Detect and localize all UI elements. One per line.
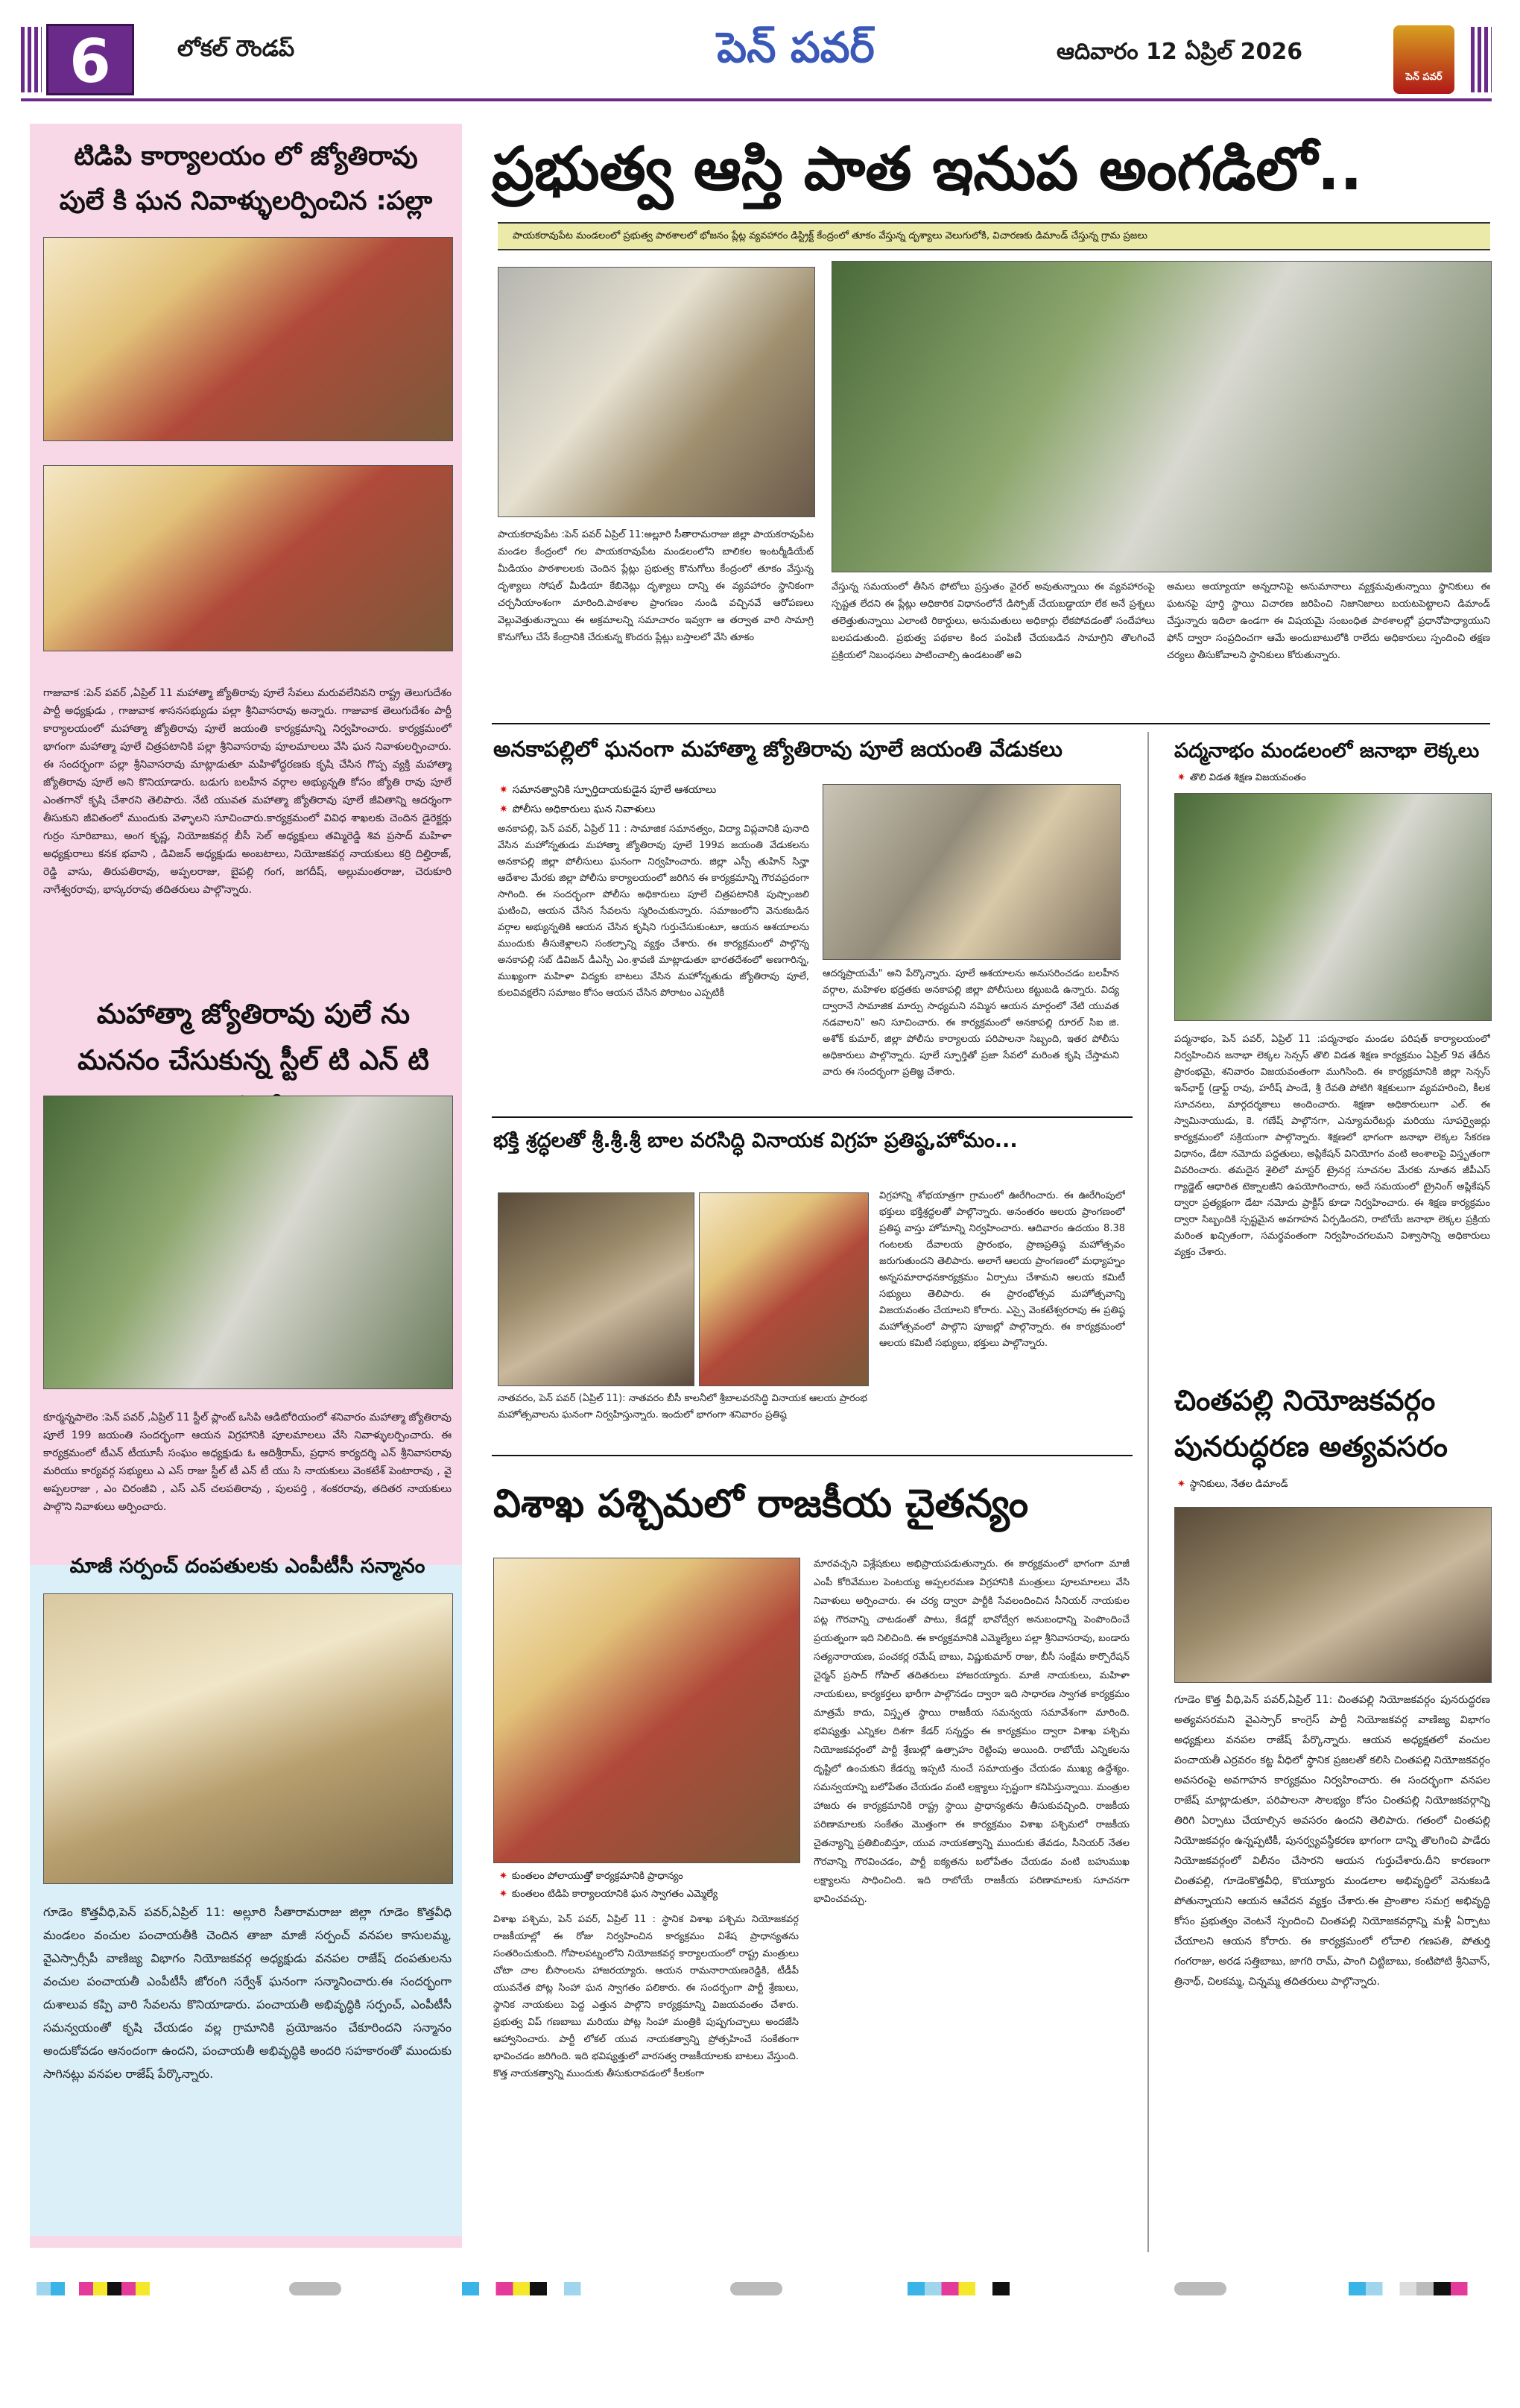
vinayaka-body-1: నాతవరం, పెన్ పవర్ (ఏప్రిల్ 11): నాతవరం బీసీ కాలనీలో శ్రీబాలవరసిద్ధి వినాయక ఆలయ ప్రారంభ మహోత్సవాలను ఘనంగా నిర్వహిస్తున్నారు. ఇందులో భాగంగా శనివారం ప్రతిష్ఠ — [498, 1393, 867, 1421]
vinayaka-photo-1 — [498, 1192, 694, 1386]
vinayaka-body-2: విగ్రహాన్ని శోభయాత్రగా గ్రామంలో ఊరేగించారు. ఈ ఊరేగింపులో భక్తులు భక్తిశ్రద్ధలతో పాల్గొన్నారు. అనంతరం ఆలయ ప్రాంగణంలో ప్రతిష్ఠ వాస్తు హోమాన్ని నిర్వహించారు. ఆదివారం ఉదయం 8.38 గంటలకు దేవాలయ ప్రారంభం, ప్రాణప్రతిష్ఠ మహోత్సవం జరుగుతుందని తెలిపారు. అలాగే ఆలయ ప్రాంగణంలో మధ్యాహ్నం అన్నసమారాధనకార్యక్రమం ఏర్పాటు చేశామని ఆలయ కమిటీ సభ్యులు తెలిపారు. ఈ ప్రారంభోత్సవ మహోత్సవాన్ని విజయవంతం చేయాలని కోరారు. ఎస్సై వెంకటేశ్వరరావు ఈ ప్రతిష్ఠ మహోత్సవంలో పాల్గొని పూజల్లో పాల్గొన్నారు. ఈ కార్యక్రమంలో ఆలయ కమిటీ సభ్యులు, భక్తులు పాల్గొన్నారు. — [879, 1190, 1125, 1349]
visakha-headline: విశాఖ పశ్చిమలో రాజకీయ చైతన్యం — [493, 1482, 1029, 1526]
visakha-body-1: విశాఖ పశ్చిమ, పెన్ పవర్, ఏప్రిల్ 11 : స్థానిక విశాఖ పశ్చిమ నియోజకవర్గ రాజకీయాల్లో ఈ రోజు నిర్వహించిన కార్యక్రమం విశేష ప్రాధాన్యతను సంతరించుకుంది. గోపాలపట్నంలోని నియోజకవర్గ కార్యాలయంలో రాష్ట్ర మంత్రులు చోటా చాల బీసాంలను హాజరయ్యారు. ఆయన రామనారాయణరెడ్డికి, టీడీపీ యువనేత పోట్ల సింహా ఘన స్వాగతం పలికారు. ఈ సందర్భంగా పార్టీ శ్రేణులు, స్థానిక నాయకులు పెద్ద ఎత్తున పాల్గొని కార్యక్రమాన్ని విజయవంతం చేశారు. ప్రభుత్వ విప్ గణబాబు మరియు పోట్ల సింహా మంత్రికి పుష్పగుచ్ఛాలు అందజేసి ఆహ్వానించారు. పార్టీ లోకల్ యువ నాయకత్వాన్ని ప్రోత్సహించే సంకేతంగా భావించడం జరిగింది. ఇది భవిష్యత్తులో వారసత్వ రాజకీయాలకు బాటలు వేస్తుంది. కొత్త నాయకత్వాన్ని ముందుకు తీసుకురావడంలో కీలకంగా — [493, 1914, 799, 2079]
main-headline: ప్రభుత్వ ఆస్తి పాత ఇనుప అంగడిలో.. — [492, 134, 1363, 203]
visakha-bullet-1: ✷ కుంతలం పోలాయుత్తో కార్యక్రమానికి ప్రాధాన్యం — [499, 1871, 683, 1882]
padmanabham-headline: పద్మనాభం మండలంలో జనాభా లెక్కలు — [1174, 739, 1480, 762]
anakapalli-bullet-1: ✷ సమానత్వానికి స్ఫూర్తిదాయకుడైన పూలే ఆశయాలు — [499, 784, 717, 796]
anakapalli-headline: అనకాపల్లిలో ఘనంగా మహాత్మా జ్యోతిరావు పూలే జయంతి వేడుకలు — [493, 736, 1063, 762]
chintapalli-photo — [1174, 1507, 1492, 1683]
color-bar-2 — [462, 2282, 604, 2295]
visakha-body-2: మారవచ్చని విశ్లేషకులు అభిప్రాయపడుతున్నారు. ఈ కార్యక్రమంలో భాగంగా మాజీ ఎంపీ కోరివేముల పెంటయ్య అప్పలరమణ విగ్రహానికి మంత్రులు పూలమాలలు వేసి నివాళులు అర్పించారు. ఈ చర్య ద్వారా పార్టీకి సేవలందించిన సీనియర్ నాయకుల పట్ల గౌరవాన్ని చాటడంతో పాటు, కేడర్లో భావోద్వేగ అనుబంధాన్ని పెంపొందించే ప్రయత్నంగా ఇది నిలిచింది. ఈ కార్యక్రమానికి ఎమ్మెల్యేలు పల్లా శ్రీనివాసరావు, బండారు సత్యనారాయణ, పంచకర్ల రమేష్ బాబు, విష్ణుకుమార్ రాజు, బీసీ సంక్షేమ కార్పొరేషన్ చైర్మన్ ప్రసాద్ గోపాల్ తదితరులు హాజరయ్యారు. మాజీ నాయకులు, మహిళా నాయకులు, కార్యకర్తలు భారీగా పాల్గొనడం ద్వారా ఇది సాధారణ స్వాగత కార్యక్రమం మాత్రమే కాదు, విస్తృత స్థాయి రాజకీయ సమన్వయ సమావేశంగా మారింది. భవిష్యత్తు ఎన్నికల దిశగా కేడర్ సన్నద్ధం ఈ కార్యక్రమం ద్వారా విశాఖ పశ్చిమ నియోజకవర్గంలో పార్టీ శ్రేణుల్లో ఉత్సాహం రెట్టింపు అయింది. రాబోయే ఎన్నికలను దృష్టిలో ఉంచుకుని కేడర్ను ఇప్పటి నుంచే సమాయత్తం చేయడం ముఖ్య ఉద్దేశ్యం. సమన్వయాన్ని బలోపేతం చేయడం వంటి లక్ష్యాలు స్పష్టంగా కనిపిస్తున్నాయి. మంత్రుల హాజరు ఈ కార్యక్రమానికి రాష్ట్ర స్థాయి ప్రాధాన్యతను తీసుకువచ్చింది. రాజకీయ పరిణామాలకు సంకేతం మొత్తంగా ఈ కార్యక్రమం విశాఖ పశ్చిమలో రాజకీయ చైతన్యాన్ని ప్రతిబింబిస్తూ, యువ నాయకత్వాన్ని ముందుకు తేవడం, సీనియర్ నేతల గౌరవాన్ని గౌరవించడం, పార్టీ ఐక్యతను బలోపేతం చేయడం వంటి బహుముఖ లక్ష్యాలను సాధించింది. ఇది రాబోయే రాజకీయ పరిణామాలకు సూచనగా భావించవచ్చు. — [814, 1558, 1130, 1905]
padmanabham-body: పద్మనాభం, పెన్ పవర్, ఏప్రిల్ 11 :పద్మనాభం మండల పరిషత్ కార్యాలయంలో నిర్వహించిన జనాభా లెక్కల సెన్సస్ తొలి విడత శిక్షణ కార్యక్రమం ఏప్రిల్ 9వ తేదీన ప్రారంభమై, శనివారం విజయవంతంగా ముగిసింది. ఈ కార్యక్రమానికి జిల్లా సెన్సస్ ఇన్‌ఛార్జ్ (డ్రాఫ్ట్ రావు, హరీష్ పాండే, శ్రీ రేవతి పోటిగి శిక్షకులుగా వ్యవహరించి, కీలక సూచనలు, మార్గదర్శకాలు అందించారు. శిక్షణా అధికారులుగా ఎల్. ఈ స్వామినాయుడు, కె. గణేష్ పాల్గొనగా, ఎన్యూమరేటర్లు మరియు సూపర్వైజర్లు కార్యక్రమంలో సక్రియంగా పాల్గొన్నారు. శిక్షణలో భాగంగా జనాభా లెక్కల సేకరణ విధానం, డేటా నమోదు పద్ధతులు, అప్లికేషన్ వినియోగం వంటి అంశాలపై విస్తృతంగా వివరించారు. తమదైన శైలిలో మాస్టర్ ట్రైనర్ల సూచనల మేరకు నూతన జీపీఎస్ గ్యాడ్జెట్ ఆధారిత టెక్నాలజీని ఉపయోగించారు, అదే సమయంలో ట్రైనింగ్ అప్లికేషన్ ద్వారా ప్రత్యక్షంగా డేటా నమోదు ప్రాక్టీస్ కూడా నిర్వహించారు. ఈ శిక్షణ కార్యక్రమం ద్వారా సిబ్బందికి స్పష్టమైన అవగాహన ఏర్పడిందని, రాబోయే జనాభా లెక్కల ప్రక్రియ మరింత ఖచ్చితంగా, సమర్థవంతంగా నిర్వహించగలమని విశ్వాసాన్ని అధికారులు వ్యక్తం చేశారు. — [1174, 1034, 1490, 1258]
story1-photo-1 — [43, 237, 453, 441]
anakapalli-rule — [492, 1116, 1133, 1118]
anakapalli-bullet-1-text: సమానత్వానికి స్ఫూర్తిదాయకుడైన పూలే ఆశయాలు — [512, 784, 717, 796]
vinayaka-headline: భక్తి శ్రద్ధలతో శ్రీ.శ్రీ.శ్రీ బాల వరసిద్ధి వినాయక విగ్రహ ప్రతిష్ఠ,హోమం... — [493, 1129, 1018, 1152]
story2-headline: మహాత్మా జ్యోతిరావు పులే ను మననం చేసుకున్న స్టీల్ టి ఎన్ టి — [77, 998, 429, 1076]
story1-photo-2 — [43, 465, 453, 651]
main-photo-truck — [832, 261, 1492, 572]
main-photo-plates — [498, 267, 815, 517]
anakapalli-body-2: ఆదర్శప్రాయమే" అని పేర్కొన్నారు. పూలే ఆశయాలను అనుసరించడం బలహీన వర్గాల, మహిళల భద్రతకు అనకాపల్లి జిల్లా పోలీసులు కట్టుబడి ఉన్నారు. విద్య ద్వారానే సామాజిక మార్పు సాధ్యమని నమ్మిన ఆయన మార్గంలో నేటి యువత నడవాలని" అని సూచించారు. ఈ కార్యక్రమంలో అనకాపల్లి రూరల్ సిఐ జి. అశోక్ కుమార్, జిల్లా పోలీసు కార్యాలయ పరిపాలనా సిబ్బంది, ఇతర పోలీసు అధికారులు పాల్గొన్నారు. పూలే స్ఫూర్తితో ప్రజా సేవలో మరింత కృషి చేస్తామని వారు ఈ సందర్భంగా ప్రతిజ్ఞ చేశారు. — [823, 968, 1119, 1078]
color-bar-3 — [908, 2282, 1049, 2295]
left-stripes — [21, 27, 42, 92]
vinayaka-photo-2 — [699, 1192, 869, 1386]
masthead-title: పెన్ పవర్ — [717, 24, 875, 72]
main-body-3: అమలు అయ్యాయా అన్నదానిపై అనుమానాలు వ్యక్తమవుతున్నాయి స్థానికులు ఈ ఘటనపై పూర్తి స్థాయి విచారణ జరిపించి నిజానిజాలు బయటపెట్టాలని డిమాండ్ చేస్తున్నారు ఇదిలా ఉండగా ఈ విషయమై సంబంధిత పాఠశాలల్లో ప్రధానోపాధ్యాయుని ఫోన్ ద్వారా సంప్రదించగా ఆమే అందుబాటులోకి రాలేదు అధికారులు స్పందించి తక్షణ చర్యలు తీసుకోవాలని స్థానికులు కోరుతున్నారు. — [1167, 581, 1490, 661]
right-stripes — [1471, 27, 1492, 92]
visakha-bullet-1-text: కుంతలం పోలాయుత్తో కార్యక్రమానికి ప్రాధాన్యం — [511, 1871, 683, 1882]
chintapalli-headline: చింతపల్లి నియోజకవర్గం పునరుద్ధరణ అత్యవసరం — [1174, 1384, 1448, 1463]
paper-logo — [1393, 25, 1454, 94]
padmanabham-bullet: ✷ తొలి విడత శిక్షణ విజయవంతం — [1177, 772, 1306, 783]
main-kicker-bar — [498, 222, 1490, 250]
main-bottom-rule — [492, 723, 1490, 724]
main-kicker: పాయకరావుపేట మండలంలో ప్రభుత్వ పాఠశాలలో భోజనం ప్లేట్ల వ్యవహారం డిస్ట్రిక్ట్ కేంద్రంలో తూకం వేస్తున్న దృశ్యాలు వెలుగులోకి, విచారణకు డిమాండ్ చేస్తున్న గ్రామ ప్రజలు — [513, 230, 1147, 241]
page-number: 6 — [69, 27, 111, 96]
main-body-2: వేస్తున్న సమయంలో తీసిన ఫోటోలు ప్రస్తుతం వైరల్ అవుతున్నాయి ఈ వ్యవహారంపై స్పష్టత లేదని ఈ ప్లేట్లు అధికారిక విధానంలోనే డిస్పోజ్ చేయబడ్డాయా లేక అనే ప్రశ్నలు తలెత్తుతున్నాయి ఎలాంటి రికార్డులు, అనుమతులు అధికార్లు లేకపోవడంతో సందేహాలు బలపడుతుంది. ప్రభుత్వ పథకాల కింద పంపిణీ చేయబడిన సామాగ్రిని తొలగించే ప్రక్రియలో నిబంధనలు పాటించాల్సి ఉండటంతో అవి — [832, 581, 1155, 661]
anakapalli-photo — [823, 784, 1121, 960]
vinayaka-rule — [492, 1455, 1133, 1456]
masthead-bar — [21, 21, 1492, 101]
chintapalli-bullet-text: స్థానికులు, నేతల డిమాండ్ — [1189, 1479, 1288, 1490]
chintapalli-body: గూడెం కొత్త వీధి,పెన్ పవర్,ఏప్రిల్ 11: చింతపల్లి నియోజకవర్గం పునరుద్ధరణ అత్యవసరమని వైఎస్సార్ కాంగ్రెస్ పార్టీ నియోజకవర్గ వాణిజ్య విభాగం అధ్యక్షులు వనపల రాజేష్ పేర్కొన్నారు. ఆయన అధ్యక్షతలో వంచుల పంచాయతీ ఎర్రవరం కట్ట వీధిలో స్థానిక ప్రజలతో కలిసి చింతపల్లి నియోజకవర్గం అవసరంపై అవగాహన కార్యక్రమం నిర్వహించారు. ఈ సందర్భంగా వనపల రాజేష్ మాట్లాడుతూ, పరిపాలనా సౌలభ్యం కోసం చింతపల్లి నియోజకవర్గాన్ని తిరిగి ఏర్పాటు చేయాల్సిన అవసరం ఉందని తెలిపారు. గతంలో చింతపల్లి నియోజకవర్గం ఉన్నప్పటికీ, పునర్వ్యవస్థీకరణ భాగంగా దాన్ని తొలగించి పాడేరు నియోజకవర్గంలో విలీనం చేసారని ఆయన గుర్తుచేశారు.దీని కారణంగా చింతపల్లి, గూడెంకొత్తవీధి, కొయ్యూరు మండలాల అభివృద్ధిలో వెనుకబడి పోతున్నాయని ఆయన ఆవేదన వ్యక్తం చేశారు.ఈ ప్రాంతాల సమగ్ర అభివృద్ధి కోసం ప్రభుత్వం వెంటనే స్పందించి చింతపల్లి నియోజకవర్గాన్ని మళ్లీ ఏర్పాటు చేయాలని ఆయన కోరారు. ఈ కార్యక్రమంలో లోచాలి గణపతి, పోతుర్తి గంగరాజు, అరడ సత్తిబాబు, జాగరి రామ్, పాంగి చిట్టిబాబు, కంటిపోటి శ్రీనివాస్, త్రినాథ్, చిలకమ్మ, చిన్నమ్మ తదితరులు పాల్గొన్నారు. — [1174, 1694, 1490, 1988]
story2-body: కూర్మన్నపాలెం :పెన్ పవర్ ,ఏప్రిల్ 11 స్టీల్ ప్లాంట్ ఒసిపి ఆడిటోరియంలో శనివారం మహాత్మా జ్యోతిరావు పూలే 199 జయంతి సందర్భంగా ఆయన విగ్రహానికి పూలమాలలు వేసి నివాళ్ళులర్పించారు. ఈ కార్యక్రమంలో టీఎన్ టీయూసీ సంఘం అధ్యక్షుడు ఓ ఆదిశ్రీరామ్, ప్రధాన కార్యదర్శి ఎన్ శ్రీనివాసరావు మరియు కార్యవర్గ సభ్యులు ఎ ఎస్ రాజు స్టీల్ టీ ఎన్ టీ యు సి నాయకులు వెంకటేశ్ పెంటారావు , వై అప్పలరాజు , ఎం చిరంజీవి , ఎస్ ఎన్ చలపతిరావు , పులపర్తి , శంకరరావు, తదితర నాయకులు పాల్గొని నివాళులు అర్పించారు. — [43, 1412, 452, 1513]
main-body-1: పాయకరావుపేట :పెన్ పవర్ ఏప్రిల్ 11:అల్లూరి సీతారామరాజు జిల్లా పాయకరావుపేట మండల కేంద్రంలో గల పాయకరావుపేట మండలంలోని బాలికల ఇంటర్మీడియేట్ మీడియం పాఠశాలలకు చెందిన ప్లేట్లు ప్రభుత్వ కొనుగోలు కేంద్రంలో తూకం వేస్తున్న దృశ్యాలు సోషల్ మీడియా కేబినెట్లు దృశ్యాలు దాన్ని ఈ వ్యవహారం స్థానికంగా చర్చనీయాంశంగా మారింది.పాఠశాల ప్రాంగణం నుండి వచ్చినవే ఆరోపణలు వెల్లువెత్తుతున్నాయి ఈ అక్రమాలన్ని సమాచారం ఇవ్వగా ఆ తర్వాత వారి సామాగ్రి కొనుగోలు చేసే కేంద్రానికి చేరుకున్న కొందరు ప్లేట్లు బస్తాలలో వేసి తూకం — [498, 529, 814, 643]
page-number-box — [46, 24, 134, 95]
color-bar-4 — [1349, 2282, 1490, 2295]
story2-photo — [43, 1096, 453, 1389]
gray-pill-3 — [1174, 2282, 1226, 2295]
story3-body: గూడెం కొత్తవీధి,పెన్ పవర్,ఏప్రిల్ 11: అల్లూరి సీతారామరాజు జిల్లా గూడెం కొత్తవీధి మండలం వంచుల పంచాయతీకి చెందిన తాజా మాజీ సర్పంచ్ వనపల కాసులమ్మ, వైఎస్సార్సీపీ వాణిజ్య విభాగం నియోజకవర్గ అధ్యక్షుడు వనపల రాజేష్ దంపతులను వంచుల పంచాయతీ ఎంపీటీసీ జోరంగి సర్వేశ్ ఘనంగా సన్మానించారు.ఈ సందర్భంగా దుశాలువ కప్పి వారి సేవలను కొనియాడారు. పంచాయతీ అభివృద్ధికి సర్పంచ్, ఎంపీటీసీ సమన్వయంతో కృషి చేయడం వల్ల గ్రామానికి ప్రయోజనం చేకూరిందని సన్మానం అందుకోవడం ఆనందంగా ఉందని, పంచాయతీ అభివృద్ధికి అందరి సహకారంతో ముందుకు సాగినట్లు వనపల రాజేష్ పేర్కొన్నారు. — [43, 1905, 452, 2081]
gray-pill-2 — [730, 2282, 782, 2295]
padmanabham-bullet-text: తొలి విడత శిక్షణ విజయవంతం — [1189, 772, 1306, 783]
chintapalli-bullet: ✷ స్థానికులు, నేతల డిమాండ్ — [1177, 1479, 1288, 1490]
story3-photo — [43, 1593, 453, 1884]
visakha-bullet-2: ✷ కుంతలం టిడిపి కార్యాలయానికి ఘన స్వాగతం ఎమ్మెల్యే — [499, 1889, 718, 1900]
padmanabham-photo — [1174, 793, 1492, 1021]
visakha-bullet-2-text: కుంతలం టిడిపి కార్యాలయానికి ఘన స్వాగతం ఎమ్మెల్యే — [511, 1889, 718, 1900]
anakapalli-bullet-2-text: పోలీసు అధికారులు ఘన నివాళులు — [512, 803, 656, 815]
visakha-photo — [493, 1558, 800, 1863]
gray-pill-1 — [289, 2282, 341, 2295]
story3-headline: మాజీ సర్పంచ్ దంపతులకు ఎంపీటీసీ సన్మానం — [69, 1555, 425, 1578]
story1-body: గాజువాక :పెన్ పవర్ ,ఏప్రిల్ 11 మహాత్మా జ్యోతిరావు పూలే సేవలు మరువలేనివని రాష్ట్ర తెలుగుదేశం పార్టీ అధ్యక్షుడు , గాజువాక శాసనసభ్యుడు పల్లా శ్రీనివాసరావు అన్నారు. గాజువాక తెలుగుదేశం పార్టీ కార్యాలయంలో మహాత్మా జ్యోతిరావు పూలే జయంతి కార్యక్రమాన్ని నిర్వహించారు. కార్యక్రమంలో భాగంగా మహాత్మా పూలే చిత్రపటానికి పల్లా శ్రీనివాసరావు పూలమాలలు వేసి ఘన నివాళులర్పించారు. ఈ సందర్భంగా పల్లా శ్రీనివాసరావు మాట్లాడుతూ మహిళోద్ధరణకు కృషి చేసిన గొప్ప వ్యక్తి మహాత్మా జ్యోతిరావు పూలే అని కొనియాడారు. బడుగు బలహీన వర్గాల అభ్యున్నతి కోసం జ్యోతి రావు పూలే ఎంతగానో కృషి చేశారని తెలిపారు. నేటి యువత మహాత్మా జ్యోతిరావు పూలే జీవితాన్ని ఆదర్శంగా తీసుకుని జీవితంలో ముందుకు వెళ్ళాలని సూచించారు.కార్యక్రమంలో వివిధ శాఖలకు చెందిన డైరెక్టర్లు గుర్రం సూరిబాబు, అంగ కృష్ణ, నియోజకవర్గ బీసీ సెల్ అధ్యక్షులు తమ్మిరెడ్డి శివ ప్రసాద్ మహిళా అధ్యక్షురాలు కనక భవాని , డివిజన్ అధ్యక్షుడు అంబటాలు, నియోజకవర్గ నాయకులు కర్రి దిల్హిరాజ్, రెడ్డి వాసు, తిరుపతిరావు, అప్పలరాజు, బైపల్లి గంగ, జగదీష్, అల్లుమంతరాజు, చెరుకూరి నాగేశ్వరరావు, భాస్కరరావు తదితరులు పాల్గొన్నారు. — [43, 687, 452, 896]
right-column-rule — [1147, 732, 1149, 2252]
paper-logo-text: పెన్ పవర్ — [1405, 72, 1443, 83]
story1-headline: టిడిపి కార్యాలయం లో జ్యోతిరావు పులే కి ఘన నివాళ్ళులర్పించిన :పల్లా — [59, 142, 433, 216]
section-label: లోకల్ రౌండప్ — [177, 36, 295, 62]
color-bar-1 — [22, 2282, 164, 2295]
issue-date: ఆదివారం 12 ఏప్రిల్ 2026 — [1057, 39, 1303, 65]
anakapalli-bullet-2: ✷ పోలీసు అధికారులు ఘన నివాళులు — [499, 803, 656, 815]
anakapalli-body-1: అనకాపల్లి, పెన్ పవర్, ఏప్రిల్ 11 : సామాజిక సమానత్వం, విద్యా విప్లవానికి పునాది వేసిన మహోన్నతుడు మహాత్మా జ్యోతిరావు పూలే 199వ జయంతి వేడుకలను అనకాపల్లి జిల్లా పోలీసులు ఘనంగా నిర్వహించారు. జిల్లా ఎస్పీ తుహిన్ సిన్హా ఆదేశాల మేరకు జిల్లా పోలీసు కార్యాలయంలో జరిగిన ఈ కార్యక్రమాన్ని గౌరవప్రదంగా సాగింది. ఈ సందర్భంగా పోలీసు అధికారులు పూలే చిత్రపటానికి పుష్పాంజలి ఘటించి, ఆయన చేసిన సేవలను స్మరించుకున్నారు. సమాజంలోని వెనుకబడిన వర్గాల అభ్యున్నతికి ఆయన చేసిన కృషిని గుర్తుచేసుకుంటూ, ఆయన ఆశయాలను ముందుకు తీసుకెళ్లాలని సంకల్పాన్ని వ్యక్తం చేశారు. ఈ కార్యక్రమంలో పాల్గొన్న అనకాపల్లి సబ్ డివిజన్ డీఎస్పీ ఎం.శ్రావణి మాట్లాడుతూ భారతదేశంలో అణగారిన్న, ముఖ్యంగా మహిళా విద్యకు బాటలు వేసిన మహోన్నతుడు జ్యోతిరావు పూలే, కులవివక్షలేని సమాజం కోసం ఆయన చేసిన పోరాటం ఎప్పటికీ — [498, 824, 809, 999]
